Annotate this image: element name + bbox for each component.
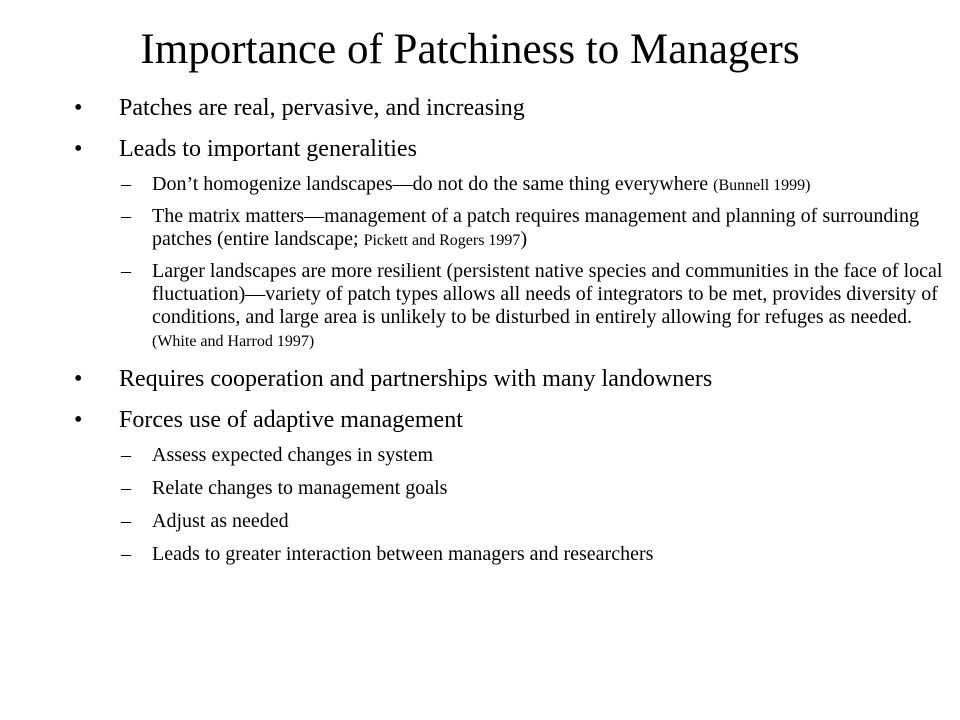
- bullet-text: Forces use of adaptive management: [119, 407, 463, 433]
- bullet-marker: •: [74, 136, 83, 162]
- sub-bullet-text-tail: ): [520, 228, 528, 250]
- slide-title: Importance of Patchiness to Managers: [140, 26, 800, 73]
- sub-bullet-text: Assess expected changes in system: [152, 444, 434, 466]
- bullet-item: [74, 363, 944, 395]
- sub-bullet-text: The matrix matters—management of a patch requires management and planning of surrounding patches (entire landscape;: [152, 205, 919, 250]
- bullet-text: Requires cooperation and partnerships with many landowners: [119, 366, 713, 392]
- sub-bullet-item: [74, 173, 944, 197]
- sub-bullet-item: [74, 260, 944, 353]
- sub-bullet-text: Leads to greater interaction between managers and researchers: [152, 543, 654, 565]
- sub-bullet-item: [74, 205, 944, 252]
- bullet-marker: •: [74, 407, 83, 433]
- bullet-text: Leads to important generalities: [119, 136, 417, 162]
- bullet-item: [74, 404, 944, 436]
- sub-bullet-item: [74, 477, 944, 500]
- dash-marker: –: [121, 543, 131, 565]
- dash-marker: –: [121, 205, 131, 227]
- sub-bullet-text: Larger landscapes are more resilient (persistent native species and communities in the face of local fluctuation)—variety of patch types allows all needs of integrators to be met, provides diversity of conditions, and large area is unlikely to be disturbed in entirely allowing for refuges as needed.: [152, 260, 943, 328]
- dash-marker: –: [121, 477, 131, 499]
- dash-marker: –: [121, 260, 131, 282]
- sub-bullet-text: Relate changes to management goals: [152, 477, 448, 499]
- sub-bullet-item: [74, 510, 944, 533]
- dash-marker: –: [121, 444, 131, 466]
- sub-bullet-item: [74, 543, 944, 566]
- bullet-item: [74, 92, 944, 124]
- citation: (Bunnell 1999): [713, 177, 811, 194]
- bullet-marker: •: [74, 95, 83, 121]
- bullet-item: [74, 133, 944, 165]
- bullet-text: Patches are real, pervasive, and increasing: [119, 95, 525, 121]
- citation: (White and Harrod 1997): [152, 333, 315, 350]
- slide-body: [74, 92, 944, 574]
- sub-bullet-text: Adjust as needed: [152, 510, 289, 532]
- sub-bullet-item: [74, 444, 944, 467]
- dash-marker: –: [121, 173, 131, 195]
- bullet-marker: •: [74, 366, 83, 392]
- dash-marker: –: [121, 510, 131, 532]
- citation: Pickett and Rogers 1997: [363, 232, 521, 249]
- sub-bullet-text: Don’t homogenize landscapes—do not do the same thing everywhere: [152, 173, 714, 195]
